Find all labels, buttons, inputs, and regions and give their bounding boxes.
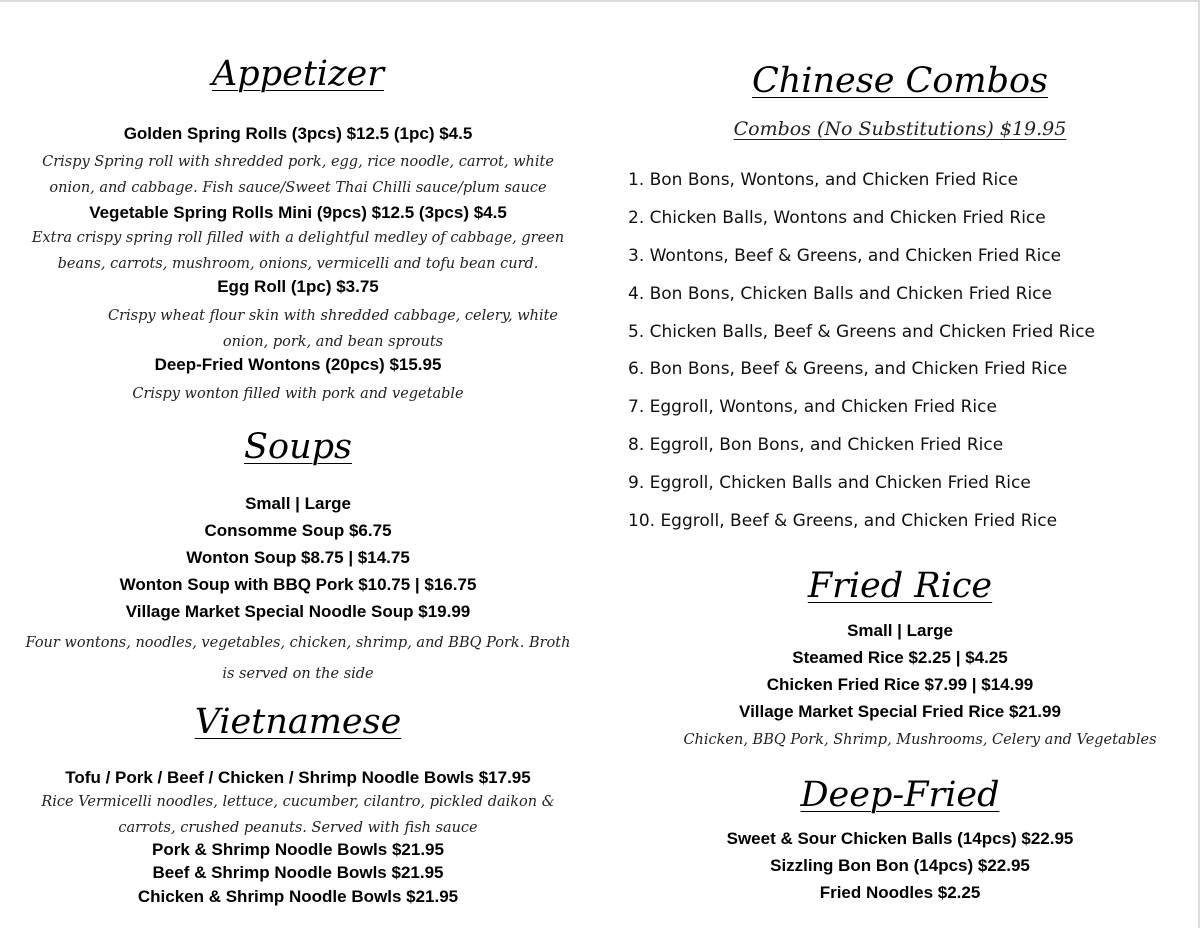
fried-rice-item-special: Village Market Special Fried Rice $21.99	[739, 702, 1061, 721]
soups-item-consomme: Consomme Soup $6.75	[204, 521, 392, 540]
soups-item-wonton-bbq-pork: Wonton Soup with BBQ Pork $10.75 | $16.75	[119, 575, 477, 594]
fried-rice-desc-special: Chicken, BBQ Pork, Shrimp, Mushrooms, Celery and Vegetables	[683, 732, 1157, 748]
vietnamese-item-noodle-bowls: Tofu / Pork / Beef / Chicken / Shrimp Noodle Bowls $17.95	[65, 768, 531, 787]
vietnamese-heading: Vietnamese	[194, 702, 402, 742]
combo-item: 7. Eggroll, Wontons, and Chicken Fried Rice	[628, 397, 997, 417]
vietnamese-item-pork-shrimp: Pork & Shrimp Noodle Bowls $21.95	[152, 840, 444, 859]
combo-item: 2. Chicken Balls, Wontons and Chicken Fried Rice	[628, 208, 1046, 228]
appetizer-desc-vegetable-spring-rolls: Extra crispy spring roll filled with a delightful medley of cabbage, green beans, carrots, mushroom, onions, vermicelli and tofu bean curd.	[31, 230, 565, 272]
soups-size-header: Small | Large	[245, 494, 351, 513]
combo-item: 1. Bon Bons, Wontons, and Chicken Fried Rice	[628, 170, 1019, 190]
appetizer-desc-egg-roll: Crispy wheat flour skin with shredded cabbage, celery, white onion, pork, and bean sprouts	[107, 308, 559, 350]
combo-item: 8. Eggroll, Bon Bons, and Chicken Fried Rice	[628, 435, 1004, 455]
fried-rice-heading: Fried Rice	[807, 566, 993, 606]
deep-fried-item-fried-noodles: Fried Noodles $2.25	[819, 883, 981, 902]
appetizer-item-egg-roll: Egg Roll (1pc) $3.75	[217, 277, 379, 296]
soups-item-wonton: Wonton Soup $8.75 | $14.75	[186, 548, 410, 567]
soups-desc-special-noodle: Four wontons, noodles, vegetables, chicken, shrimp, and BBQ Pork. Broth is served on the side	[25, 635, 571, 682]
soups-heading: Soups	[244, 427, 352, 467]
page-top-edge	[0, 0, 1200, 2]
combo-item: 4. Bon Bons, Chicken Balls and Chicken Fried Rice	[628, 284, 1052, 304]
appetizer-desc-deep-fried-wontons: Crispy wonton filled with pork and vegetable	[132, 386, 464, 402]
appetizer-item-vegetable-spring-rolls: Vegetable Spring Rolls Mini (9pcs) $12.5 (3pcs) $4.5	[89, 203, 507, 222]
vietnamese-desc-noodle-bowls: Rice Vermicelli noodles, lettuce, cucumber, cilantro, pickled daikon & carrots, crushed peanuts. Served with fish sauce	[41, 794, 555, 836]
deep-fried-item-bon-bon: Sizzling Bon Bon (14pcs) $22.95	[770, 856, 1030, 875]
fried-rice-item-chicken: Chicken Fried Rice $7.99 | $14.99	[766, 675, 1034, 694]
combo-item: 5. Chicken Balls, Beef & Greens and Chicken Fried Rice	[628, 322, 1096, 342]
appetizer-item-deep-fried-wontons: Deep-Fried Wontons (20pcs) $15.95	[154, 355, 442, 374]
fried-rice-size-header: Small | Large	[847, 621, 953, 640]
combo-item: 6. Bon Bons, Beef & Greens, and Chicken Fried Rice	[628, 359, 1068, 379]
appetizer-heading: Appetizer	[212, 54, 384, 94]
vietnamese-item-beef-shrimp: Beef & Shrimp Noodle Bowls $21.95	[152, 863, 444, 882]
combos-heading: Chinese Combos	[751, 61, 1049, 101]
combos-subheading: Combos (No Substitutions) $19.95	[733, 118, 1067, 140]
deep-fried-item-chicken-balls: Sweet & Sour Chicken Balls (14pcs) $22.95	[726, 829, 1074, 848]
fried-rice-item-steamed: Steamed Rice $2.25 | $4.25	[792, 648, 1008, 667]
combo-item: 9. Eggroll, Chicken Balls and Chicken Fried Rice	[628, 473, 1031, 493]
appetizer-item-golden-spring-rolls: Golden Spring Rolls (3pcs) $12.5 (1pc) $4.5	[123, 124, 473, 143]
vietnamese-item-chicken-shrimp: Chicken & Shrimp Noodle Bowls $21.95	[137, 887, 459, 906]
soups-item-special-noodle: Village Market Special Noodle Soup $19.99	[125, 602, 471, 621]
appetizer-desc-golden-spring-rolls: Crispy Spring roll with shredded pork, egg, rice noodle, carrot, white onion, and cabbage. Fish sauce/Sweet Thai Chilli sauce/plum sauce	[42, 154, 554, 196]
deep-fried-heading: Deep-Fried	[800, 775, 1000, 815]
combo-item: 3. Wontons, Beef & Greens, and Chicken Fried Rice	[628, 246, 1062, 266]
combo-item: 10. Eggroll, Beef & Greens, and Chicken Fried Rice	[628, 511, 1058, 531]
